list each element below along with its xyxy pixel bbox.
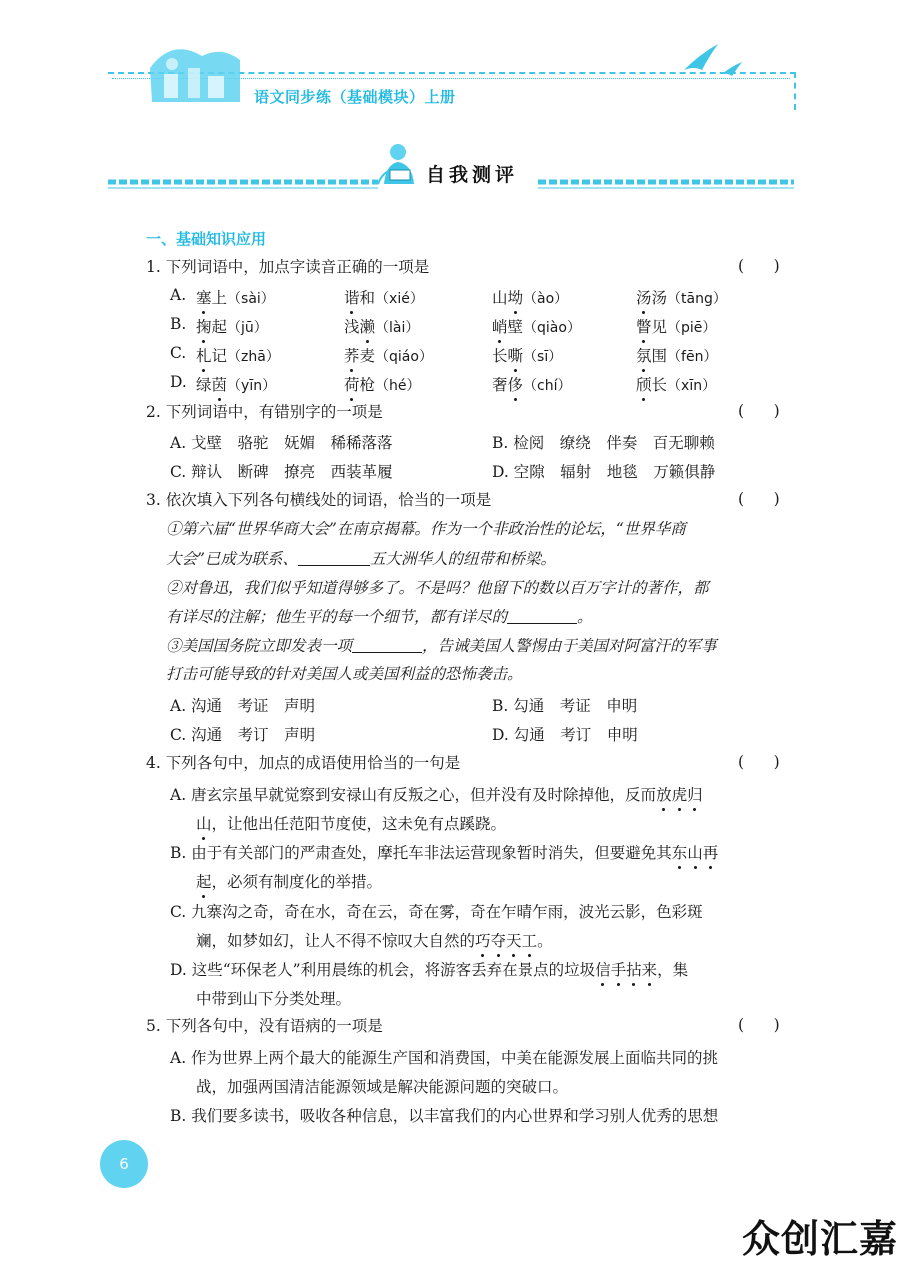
section-heading: 一、基础知识应用	[146, 230, 267, 248]
q3-sentence-1-line-2: 大会”已成为联系、 五大洲华人的纽带和桥梁。	[166, 550, 556, 568]
q2-option-c: C. 辩认 断碑 撩亮 西装革履	[170, 463, 393, 481]
section-title: 自我测评	[426, 164, 519, 186]
q1-option-label: B.	[170, 315, 187, 333]
q1-word: 瞥见（piē）	[636, 315, 716, 337]
q2-option-a: A. 戈壁 骆驼 妩媚 稀稀落落	[170, 434, 393, 452]
q4-option-c-line-2: 斓，如梦如幻，让人不得不惊叹大自然的巧夺天工。	[196, 929, 553, 951]
answer-paren-2: ( )	[738, 402, 780, 420]
birds-icon	[682, 40, 762, 84]
dotted-character: 荷	[344, 373, 360, 395]
dotted-character: 濑	[360, 315, 376, 337]
question-1-stem: 1. 下列词语中，加点字读音正确的一项是	[146, 258, 430, 276]
question-4-stem: 4. 下列各句中，加点的成语使用恰当的一句是	[146, 754, 461, 772]
q1-word: 荞麦（qiáo）	[344, 344, 433, 366]
dotted-character: 颀	[636, 373, 652, 395]
q1-word: 汤汤（tāng）	[636, 286, 727, 308]
q4-option-d-line-1: D. 这些“环保老人”利用晨练的机会，将游客丢弃在景点的垃圾信手拈来，集	[170, 958, 688, 980]
watermark-logo: 众创汇嘉	[742, 1217, 899, 1261]
q2-option-b: B. 检阅 缭绕 伴奏 百无聊赖	[492, 434, 715, 452]
q1-option-label: D.	[170, 373, 187, 391]
header-decoration-icon	[142, 38, 252, 108]
fill-blank-2[interactable]	[507, 607, 577, 624]
q1-word: 札记（zhā）	[196, 344, 280, 366]
q3-option-a: A. 沟通 考证 声明	[170, 697, 316, 715]
dotted-character: 塞	[196, 286, 212, 308]
q3-sentence-2-line-2: 有详尽的注解；他生平的每一个细节，都有详尽的 。	[166, 608, 593, 626]
dotted-character: 汤	[636, 286, 652, 308]
dotted-character: 嘶	[508, 344, 524, 366]
q3-option-d: D. 勾通 考订 申明	[492, 726, 638, 744]
answer-paren-5: ( )	[738, 1016, 780, 1034]
q3-sentence-3-line-1: ③美国国务院立即发表一项 ，告诫美国人警惕由于美国对阿富汗的军事	[166, 637, 717, 655]
q3-sentence-3-line-2: 打击可能导致的针对美国人或美国利益的恐怖袭击。	[166, 665, 523, 683]
q1-word: 山坳（ào）	[492, 286, 568, 308]
answer-paren-3: ( )	[738, 490, 780, 508]
q4-option-b-line-1: B. 由于有关部门的严肃查处，摩托车非法运营现象暂时消失，但要避免其东山再	[170, 841, 718, 863]
q1-word: 颀长（xīn）	[636, 373, 716, 395]
q4-option-a-line-1: A. 唐玄宗虽早就觉察到安禄山有反叛之心，但并没有及时除掉他，反而放虎归	[170, 783, 703, 805]
q5-option-a-line-1: A. 作为世界上两个最大的能源生产国和消费国，中美在能源发展上面临共同的挑	[170, 1049, 719, 1067]
q1-word: 谐和（xié）	[344, 286, 424, 308]
q1-word: 塞上（sài）	[196, 286, 275, 308]
q1-option-label: C.	[170, 344, 187, 362]
page-number: 6	[100, 1140, 148, 1188]
answer-paren-1: ( )	[738, 257, 780, 275]
question-5-stem: 5. 下列各句中，没有语病的一项是	[146, 1017, 383, 1035]
q4-option-a-line-2: 山，让他出任范阳节度使，这未免有点蹊跷。	[196, 812, 506, 834]
q3-option-c: C. 沟通 考订 声明	[170, 726, 316, 744]
answer-paren-4: ( )	[738, 753, 780, 771]
dotted-character: 掬	[196, 315, 212, 337]
q3-sentence-2-line-1: ②对鲁迅，我们似乎知道得够多了。不是吗？他留下的数以百万字计的著作，都	[166, 579, 709, 597]
dotted-character: 茵	[212, 373, 228, 395]
q1-word: 绿茵（yīn）	[196, 373, 276, 395]
dotted-character: 谐	[344, 286, 360, 308]
q1-word: 浅濑（lài）	[344, 315, 419, 337]
q5-option-b-line-1: B. 我们要多读书，吸收各种信息，以丰富我们的内心世界和学习别人优秀的思想	[170, 1107, 719, 1125]
q1-word: 峭壁（qiào）	[492, 315, 581, 337]
q3-option-b: B. 勾通 考证 申明	[492, 697, 638, 715]
q1-word: 氛围（fēn）	[636, 344, 717, 366]
q2-option-d: D. 空隙 辐射 地毯 万籁俱静	[492, 463, 716, 481]
dotted-character: 札	[196, 344, 212, 366]
q4-option-b-line-2: 起，必须有制度化的举措。	[196, 870, 382, 892]
fill-blank-1[interactable]	[298, 549, 370, 566]
q5-option-a-line-2: 战，加强两国清洁能源领域是解决能源问题的突破口。	[196, 1078, 569, 1096]
dotted-character: 侈	[508, 373, 524, 395]
dotted-character: 坳	[508, 286, 524, 308]
header-title: 语文同步练（基础模块）上册	[254, 88, 456, 106]
dotted-character: 荞	[344, 344, 360, 366]
fill-blank-3[interactable]	[352, 636, 422, 653]
question-3-stem: 3. 依次填入下列各句横线处的词语，恰当的一项是	[146, 491, 492, 509]
q1-option-label: A.	[170, 286, 187, 304]
q4-option-c-line-1: C. 九寨沟之奇，奇在水，奇在云，奇在雾，奇在乍晴乍雨，波光云影，色彩斑	[170, 903, 703, 921]
q1-word: 荷枪（hé）	[344, 373, 421, 395]
reading-figure-icon	[378, 140, 422, 188]
question-2-stem: 2. 下列词语中，有错别字的一项是	[146, 403, 383, 421]
dotted-character: 瞥	[636, 315, 652, 337]
q3-sentence-1-line-1: ①第六届“世界华商大会”在南京揭幕。作为一个非政治性的论坛，“世界华商	[166, 520, 686, 538]
q1-word: 奢侈（chí）	[492, 373, 572, 395]
q4-option-d-line-2: 中带到山下分类处理。	[196, 990, 352, 1008]
q1-word: 掬起（jū）	[196, 315, 268, 337]
q1-word: 长嘶（sī）	[492, 344, 562, 366]
dotted-character: 峭	[492, 315, 508, 337]
dotted-character: 氛	[636, 344, 652, 366]
